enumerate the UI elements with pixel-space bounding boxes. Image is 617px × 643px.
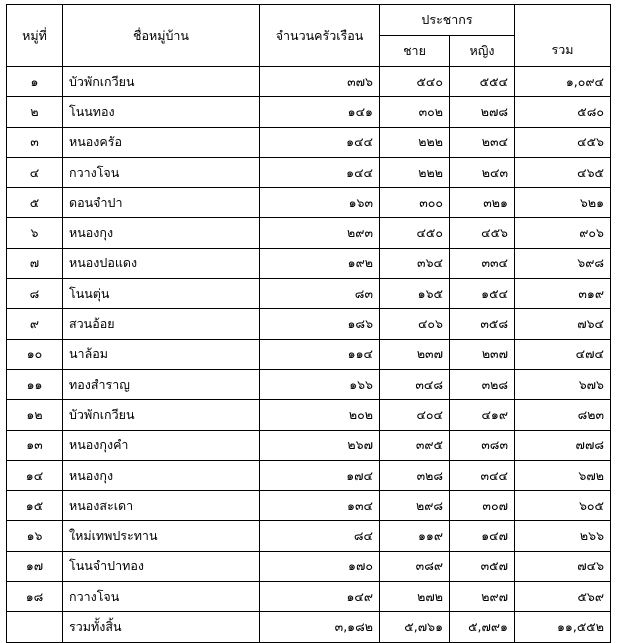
cell-village-no: ๑๒ bbox=[7, 400, 63, 430]
cell-male: ๔๐๔ bbox=[380, 400, 450, 430]
population-table bbox=[6, 4, 611, 643]
cell-female: ๕๕๔ bbox=[450, 67, 515, 97]
table-row bbox=[7, 188, 611, 218]
cell-village-no: ๕ bbox=[7, 188, 63, 218]
cell-male: ๒๒๒ bbox=[380, 157, 450, 187]
cell-total: ๑,๐๙๔ bbox=[515, 67, 611, 97]
cell-village-name: ดอนจำปา bbox=[63, 188, 260, 218]
cell-female: ๓๒๘ bbox=[450, 369, 515, 399]
cell-female: ๓๕๗ bbox=[450, 551, 515, 581]
cell-village-no: ๑๔ bbox=[7, 460, 63, 490]
table-row bbox=[7, 400, 611, 430]
table-body bbox=[7, 67, 611, 612]
cell-village-no: ๑๘ bbox=[7, 582, 63, 612]
cell-village-name: หนองกุง bbox=[63, 218, 260, 248]
cell-households: ๘๔ bbox=[260, 521, 380, 551]
table-row bbox=[7, 279, 611, 309]
cell-total: ๖๙๘ bbox=[515, 248, 611, 278]
cell-female: ๓๘๓ bbox=[450, 430, 515, 460]
cell-village-no: ๑๑ bbox=[7, 369, 63, 399]
cell-total: ๗๗๘ bbox=[515, 430, 611, 460]
cell-female: ๓๔๔ bbox=[450, 460, 515, 490]
cell-total: ๗๔๖ bbox=[515, 551, 611, 581]
cell-female: ๓๓๔ bbox=[450, 248, 515, 278]
cell-village-no: ๑๐ bbox=[7, 339, 63, 369]
cell-male: ๒๙๘ bbox=[380, 491, 450, 521]
totals-blank bbox=[7, 612, 63, 642]
table-row bbox=[7, 218, 611, 248]
cell-village-no: ๗ bbox=[7, 248, 63, 278]
table-row bbox=[7, 157, 611, 187]
cell-male: ๒๓๗ bbox=[380, 339, 450, 369]
cell-total: ๔๗๔ bbox=[515, 339, 611, 369]
cell-households: ๑๖๓ bbox=[260, 188, 380, 218]
cell-male: ๓๐๒ bbox=[380, 97, 450, 127]
cell-total: ๔๕๖ bbox=[515, 127, 611, 157]
cell-total: ๗๖๔ bbox=[515, 309, 611, 339]
cell-male: ๓๐๐ bbox=[380, 188, 450, 218]
table-row bbox=[7, 67, 611, 97]
cell-village-name: นาล้อม bbox=[63, 339, 260, 369]
cell-households: ๑๔๑ bbox=[260, 97, 380, 127]
header-total: รวม bbox=[515, 5, 611, 67]
cell-total: ๖๗๖ bbox=[515, 369, 611, 399]
cell-village-name: หนองครัอ bbox=[63, 127, 260, 157]
table-row bbox=[7, 248, 611, 278]
cell-households: ๑๗๔ bbox=[260, 460, 380, 490]
table-row bbox=[7, 369, 611, 399]
cell-total: ๕๖๙ bbox=[515, 582, 611, 612]
cell-village-no: ๓ bbox=[7, 127, 63, 157]
cell-village-no: ๑ bbox=[7, 67, 63, 97]
cell-village-no: ๑๗ bbox=[7, 551, 63, 581]
cell-village-no: ๑๓ bbox=[7, 430, 63, 460]
cell-male: ๓๒๘ bbox=[380, 460, 450, 490]
cell-households: ๑๙๒ bbox=[260, 248, 380, 278]
cell-village-no: ๑๕ bbox=[7, 491, 63, 521]
table-row bbox=[7, 521, 611, 551]
cell-households: ๓๗๖ bbox=[260, 67, 380, 97]
cell-village-name: หนองสะเดา bbox=[63, 491, 260, 521]
table-row bbox=[7, 309, 611, 339]
cell-village-no: ๔ bbox=[7, 157, 63, 187]
totals-total: ๑๑,๕๕๒ bbox=[515, 612, 611, 642]
table-row bbox=[7, 460, 611, 490]
cell-total: ๒๖๖ bbox=[515, 521, 611, 551]
cell-village-name: บัวพักเกวียน bbox=[63, 67, 260, 97]
cell-female: ๒๔๓ bbox=[450, 157, 515, 187]
cell-male: ๑๑๙ bbox=[380, 521, 450, 551]
totals-row bbox=[7, 612, 611, 642]
cell-total: ๔๖๕ bbox=[515, 157, 611, 187]
cell-total: ๕๘๐ bbox=[515, 97, 611, 127]
cell-total: ๖๒๑ bbox=[515, 188, 611, 218]
cell-female: ๑๔๗ bbox=[450, 521, 515, 551]
totals-male: ๕,๗๖๑ bbox=[380, 612, 450, 642]
cell-male: ๒๒๒ bbox=[380, 127, 450, 157]
cell-male: ๓๔๘ bbox=[380, 369, 450, 399]
table-row bbox=[7, 582, 611, 612]
cell-female: ๒๓๗ bbox=[450, 339, 515, 369]
cell-female: ๒๗๘ bbox=[450, 97, 515, 127]
cell-male: ๓๙๕ bbox=[380, 430, 450, 460]
cell-village-name: หนองกุง bbox=[63, 460, 260, 490]
cell-male: ๓๖๔ bbox=[380, 248, 450, 278]
header-village-no: หมู่ที่ bbox=[7, 5, 63, 67]
cell-village-name: สวนอ้อย bbox=[63, 309, 260, 339]
cell-male: ๓๘๙ bbox=[380, 551, 450, 581]
cell-village-no: ๑๖ bbox=[7, 521, 63, 551]
table-row bbox=[7, 127, 611, 157]
cell-village-no: ๙ bbox=[7, 309, 63, 339]
cell-male: ๕๔๐ bbox=[380, 67, 450, 97]
header-population: ประชากร bbox=[380, 5, 515, 36]
cell-village-name: หนองกุงคำ bbox=[63, 430, 260, 460]
cell-female: ๔๑๙ bbox=[450, 400, 515, 430]
cell-households: ๑๑๔ bbox=[260, 339, 380, 369]
cell-male: ๒๗๒ bbox=[380, 582, 450, 612]
cell-households: ๑๔๔ bbox=[260, 157, 380, 187]
cell-village-name: บัวพักเกวียน bbox=[63, 400, 260, 430]
cell-households: ๑๔๔ bbox=[260, 127, 380, 157]
cell-total: ๓๑๙ bbox=[515, 279, 611, 309]
cell-total: ๘๒๓ bbox=[515, 400, 611, 430]
totals-female: ๕,๗๙๑ bbox=[450, 612, 515, 642]
cell-female: ๓๕๘ bbox=[450, 309, 515, 339]
table-row bbox=[7, 97, 611, 127]
cell-village-name: หนองปอแดง bbox=[63, 248, 260, 278]
cell-households: ๑๓๔ bbox=[260, 491, 380, 521]
cell-village-name: โนนจำปาทอง bbox=[63, 551, 260, 581]
cell-male: ๔๕๐ bbox=[380, 218, 450, 248]
header-village-name: ชื่อหมู่บ้าน bbox=[63, 5, 260, 67]
cell-households: ๒๖๗ bbox=[260, 430, 380, 460]
table-row bbox=[7, 430, 611, 460]
cell-village-no: ๒ bbox=[7, 97, 63, 127]
cell-village-name: ใหม่เทพประทาน bbox=[63, 521, 260, 551]
cell-village-no: ๘ bbox=[7, 279, 63, 309]
header-households: จำนวนครัวเรือน bbox=[260, 5, 380, 67]
table-row bbox=[7, 491, 611, 521]
cell-village-no: ๖ bbox=[7, 218, 63, 248]
header-male: ชาย bbox=[380, 36, 450, 67]
cell-male: ๑๖๕ bbox=[380, 279, 450, 309]
totals-households: ๓,๑๘๒ bbox=[260, 612, 380, 642]
cell-households: ๑๗๐ bbox=[260, 551, 380, 581]
cell-total: ๙๐๖ bbox=[515, 218, 611, 248]
cell-households: ๒๙๓ bbox=[260, 218, 380, 248]
cell-households: ๑๖๖ bbox=[260, 369, 380, 399]
cell-female: ๒๙๗ bbox=[450, 582, 515, 612]
cell-households: ๑๔๙ bbox=[260, 582, 380, 612]
cell-households: ๒๐๒ bbox=[260, 400, 380, 430]
cell-village-name: ทองสำราญ bbox=[63, 369, 260, 399]
cell-female: ๓๐๗ bbox=[450, 491, 515, 521]
cell-female: ๒๓๔ bbox=[450, 127, 515, 157]
table-row bbox=[7, 339, 611, 369]
header-female: หญิง bbox=[450, 36, 515, 67]
cell-households: ๑๘๖ bbox=[260, 309, 380, 339]
cell-female: ๔๕๖ bbox=[450, 218, 515, 248]
cell-female: ๓๒๑ bbox=[450, 188, 515, 218]
totals-label: รวมทั้งสิ้น bbox=[63, 612, 260, 642]
cell-total: ๖๐๕ bbox=[515, 491, 611, 521]
cell-households: ๘๓ bbox=[260, 279, 380, 309]
cell-village-name: กวางโจน bbox=[63, 157, 260, 187]
cell-male: ๔๐๖ bbox=[380, 309, 450, 339]
cell-female: ๑๕๔ bbox=[450, 279, 515, 309]
cell-village-name: โนนตุ่น bbox=[63, 279, 260, 309]
cell-village-name: กวางโจน bbox=[63, 582, 260, 612]
table-row bbox=[7, 551, 611, 581]
cell-village-name: โนนทอง bbox=[63, 97, 260, 127]
cell-total: ๖๗๒ bbox=[515, 460, 611, 490]
